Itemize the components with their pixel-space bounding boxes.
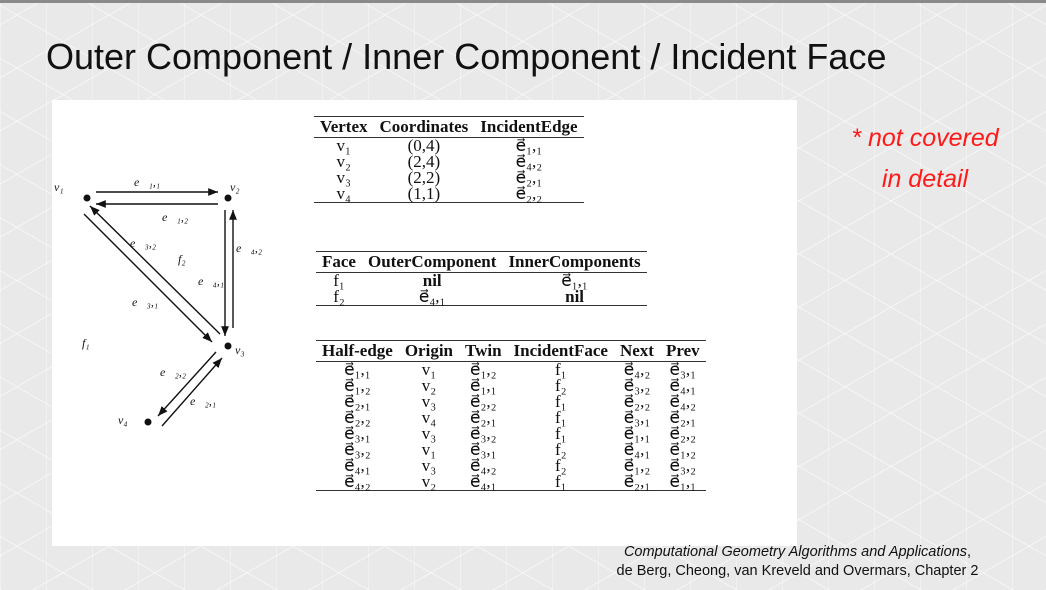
column-header: Half-edge: [322, 341, 393, 360]
table-cell: f₂: [554, 456, 567, 475]
vertex-label-v4: v₄: [118, 413, 128, 427]
table-cell: e⃗₁,₁: [669, 472, 697, 491]
table-row: [314, 170, 584, 186]
edge-e32: [90, 206, 220, 334]
table-cell: e⃗₄,₁: [344, 456, 371, 475]
edge-label-e32: e⃗₃,₂: [130, 236, 157, 250]
table-cell: f₁: [333, 271, 345, 290]
vertex-label-v1: v₁: [54, 180, 64, 194]
edge-label-e42: e⃗₄,₂: [236, 241, 263, 255]
column-header: Twin: [465, 341, 502, 360]
edge-label-e21: e⃗₂,₁: [190, 394, 217, 408]
table-cell: e⃗₃,₁: [469, 440, 497, 459]
table-cell: e⃗₁,₂: [623, 456, 651, 475]
column-header: Face: [322, 252, 356, 271]
table-cell: e⃗₁,₂: [469, 360, 497, 379]
dcel-diagram: [52, 100, 312, 546]
table-cell: e⃗₁,₂: [344, 376, 371, 395]
table-cell: f₂: [333, 287, 345, 306]
table-cell: e⃗₁,₁: [561, 271, 588, 290]
table-cell: e⃗₃,₂: [469, 424, 497, 443]
edge-e31: [84, 214, 212, 342]
column-header: Origin: [404, 341, 453, 360]
table-cell: f₁: [554, 360, 567, 379]
face-table: [316, 251, 647, 306]
table-cell: e⃗₃,₁: [344, 424, 371, 443]
table-cell: e⃗₃,₁: [623, 408, 651, 427]
slide-title: Outer Component / Inner Component / Incident Face: [46, 36, 887, 77]
table-cell: e⃗₂,₂: [623, 392, 651, 411]
face-label-f2: f₂: [178, 252, 186, 266]
column-header: OuterComponent: [367, 252, 497, 271]
column-header: Next: [619, 341, 654, 360]
table-cell: v₂: [336, 152, 351, 171]
table-cell: f₂: [554, 376, 567, 395]
table-header-row: [314, 117, 584, 138]
edge-label-e31: e⃗₃,₁: [132, 295, 159, 309]
table-cell: v₁: [421, 360, 437, 379]
table-cell: e⃗₁,₂: [669, 440, 697, 459]
halfedge-table: [316, 340, 706, 491]
table-cell: e⃗₄,₁: [669, 376, 697, 395]
table-cell: v₃: [336, 168, 351, 187]
edge-label-e41: e⃗₄,₁: [198, 274, 225, 288]
vertex-dot-v2: [225, 195, 232, 202]
edge-label-e11: e⃗₁,₁: [134, 175, 161, 189]
table-cell: e⃗₂,₁: [515, 168, 543, 187]
table-cell: e⃗₂,₁: [623, 472, 651, 491]
table-cell: e⃗₂,₁: [344, 392, 371, 411]
citation-separator: ,: [967, 544, 972, 560]
table-cell: v₁: [336, 136, 351, 155]
vertex-label-v2: v₂: [230, 180, 240, 194]
window-top-border: [0, 0, 1046, 3]
table-cell: f₁: [554, 408, 567, 427]
table-cell: e⃗₃,₂: [623, 376, 651, 395]
table-cell: v₄: [336, 184, 351, 203]
figure-panel: [52, 100, 797, 546]
column-header: IncidentEdge: [480, 117, 578, 136]
table-cell: f₁: [554, 472, 567, 491]
table-cell: v₂: [421, 472, 437, 491]
vertex-label-v3: v₃: [235, 343, 245, 357]
note-line-1: * not covered: [851, 124, 999, 152]
table-cell: e⃗₄,₁: [623, 440, 651, 459]
table-cell: v₂: [421, 376, 437, 395]
table-cell: e⃗₄,₂: [623, 360, 651, 379]
vertex-dot-v1: [84, 195, 91, 202]
edge-label-e12: e⃗₁,₂: [162, 210, 189, 224]
table-cell: e⃗₁,₁: [469, 376, 497, 395]
table-row: [316, 474, 706, 491]
table-cell: f₁: [554, 424, 567, 443]
edge-label-e22: e⃗₂,₂: [160, 365, 187, 379]
table-cell: nil: [565, 287, 585, 306]
table-row: [316, 289, 647, 306]
table-cell: e⃗₂,₂: [515, 184, 543, 203]
table-cell: (2,2): [407, 168, 441, 187]
table-cell: e⃗₄,₁: [469, 472, 497, 491]
note-line-2: in detail: [881, 165, 969, 193]
citation: [560, 543, 1035, 581]
table-row: [314, 138, 584, 155]
column-header: Vertex: [320, 117, 368, 136]
table-cell: e⃗₂,₁: [669, 408, 697, 427]
table-cell: nil: [422, 271, 442, 290]
table-header-row: [316, 341, 706, 362]
table-cell: e⃗₃,₂: [344, 440, 371, 459]
table-cell: e⃗₂,₂: [669, 424, 697, 443]
table-cell: e⃗₂,₁: [469, 408, 497, 427]
table-cell: e⃗₃,₂: [669, 456, 697, 475]
table-cell: e⃗₁,₁: [344, 360, 371, 379]
table-cell: e⃗₂,₂: [344, 408, 371, 427]
table-cell: (2,4): [407, 152, 441, 171]
table-cell: e⃗₁,₁: [515, 136, 543, 155]
table-cell: e⃗₄,₂: [469, 456, 497, 475]
vertex-dot-v4: [145, 419, 152, 426]
column-header: Prev: [665, 341, 700, 360]
vertex-dot-v3: [225, 343, 232, 350]
citation-book-title: Computational Geometry Algorithms and Applications: [623, 544, 968, 560]
table-row: [316, 273, 647, 290]
table-cell: (0,4): [407, 136, 441, 155]
face-label-f1: f₁: [82, 336, 90, 350]
table-cell: e⃗₄,₁: [418, 287, 446, 306]
table-cell: e⃗₂,₂: [469, 392, 497, 411]
table-cell: e⃗₃,₁: [669, 360, 697, 379]
vertex-table: [314, 116, 584, 203]
table-cell: v₁: [421, 440, 437, 459]
table-cell: f₁: [554, 392, 567, 411]
not-covered-note: [830, 118, 1020, 200]
table-row: [314, 154, 584, 170]
column-header: InnerComponents: [508, 252, 641, 271]
table-row: [314, 186, 584, 203]
table-cell: (1,1): [407, 184, 441, 203]
table-cell: v₃: [421, 456, 437, 475]
citation-authors: de Berg, Cheong, van Kreveld and Overmars, Chapter 2: [616, 563, 979, 579]
table-cell: e⃗₄,₂: [669, 392, 697, 411]
table-header-row: [316, 252, 647, 273]
table-cell: e⃗₄,₂: [344, 472, 371, 491]
table-cell: e⃗₄,₂: [515, 152, 543, 171]
column-header: Coordinates: [379, 117, 469, 136]
table-cell: f₂: [554, 440, 567, 459]
table-cell: e⃗₁,₁: [623, 424, 651, 443]
table-cell: v₄: [421, 408, 437, 427]
column-header: IncidentFace: [513, 341, 608, 360]
table-cell: v₃: [421, 424, 437, 443]
table-cell: v₃: [421, 392, 437, 411]
